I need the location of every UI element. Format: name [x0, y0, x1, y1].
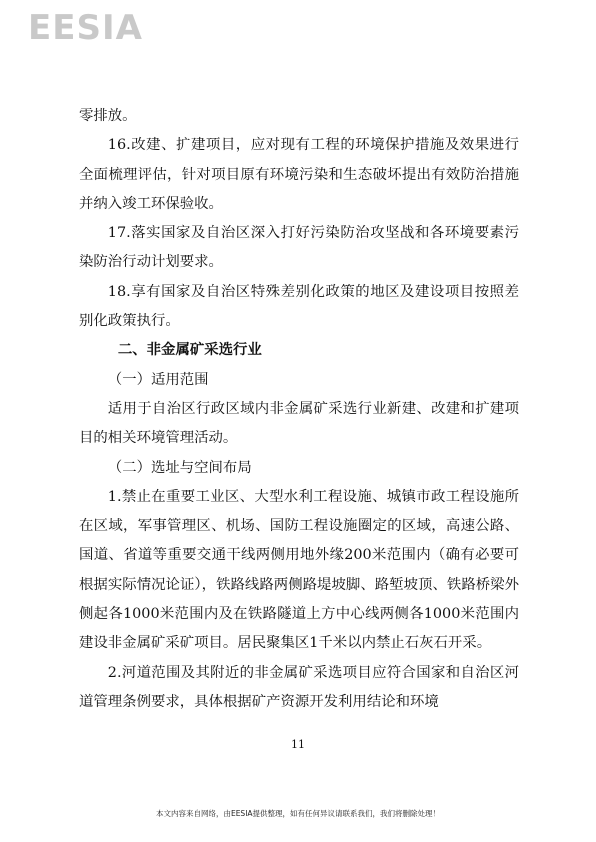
paragraph: 17.落实国家及自治区深入打好污染防治攻坚战和各环境要素污染防治行动计划要求。	[79, 225, 519, 271]
paragraph: 适用于自治区行政区域内非金属矿采选行业新建、改建和扩建项目的相关环境管理活动。	[79, 400, 519, 447]
paragraph: 16.改建、扩建项目，应对现有工程的环境保护措施及效果进行全面梳理评估，针对项目原有环境污染和生态破坏提出有效防治措施并纳入竣工环保验收。	[79, 137, 519, 212]
document-body	[79, 102, 519, 717]
paragraph: 零排放。	[79, 108, 137, 124]
paragraph: 18.享有国家及自治区特殊差别化政策的地区及建设项目按照差别化政策执行。	[79, 283, 519, 330]
subsection-heading: （二）选址与空间布局	[107, 459, 252, 476]
paragraph: 1.禁止在重要工业区、大型水利工程设施、城镇市政工程设施所在区域，军事管理区、机场、国防工程设施圈定的区域，高速公路、国道、省道等重要交通干线两侧用地外缘200米范围内（确有必要可根据实际情况论证），铁路线路两侧路堤坡脚、路堑坡顶、铁路桥梁外侧起各1000米范围内及在铁路隧道上方中心线两侧各1000米范围内建设非金属矿采矿项目。居民聚集区1千米以内禁止石灰石开采。	[79, 488, 519, 652]
section-heading: 二、非金属矿采选行业	[117, 342, 262, 359]
eesia-logo: EESIA	[28, 8, 143, 48]
page-number: 11	[291, 738, 305, 751]
subsection-heading: （一）适用范围	[107, 371, 209, 388]
paragraph: 2.河道范围及其附近的非金属矿采选项目应符合国家和自治区河道管理条例要求，具体根据矿产资源开发利用结论和环境	[79, 664, 519, 710]
footer-note: 本文内容来自网络，由EESIA提供整理，如有任何异议请联系我们，我们将删除处理！	[155, 809, 441, 818]
